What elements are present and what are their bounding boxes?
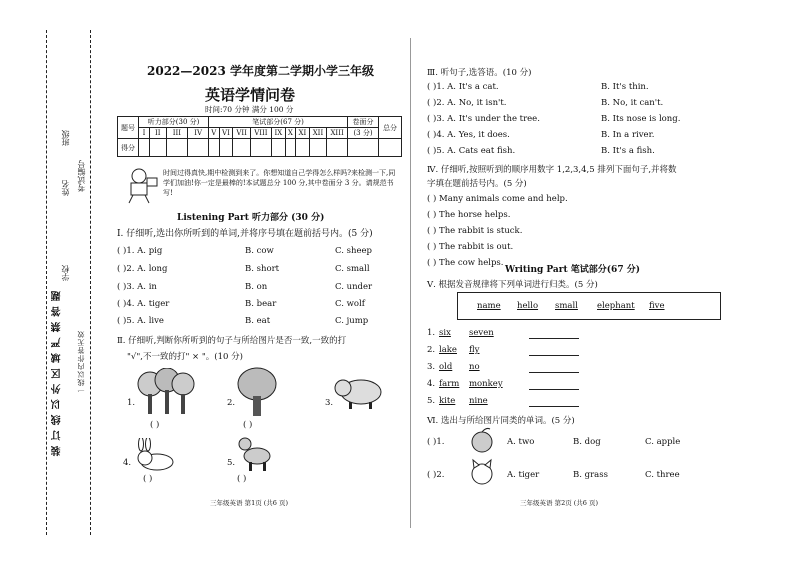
s3-q2: ( )2. A. No, it isn't. (427, 98, 507, 108)
s3-q3: ( )3. A. It's under the tree. (427, 114, 540, 124)
box-word-4: elephant (597, 301, 635, 311)
right-page (425, 0, 775, 561)
s5-n-1: 1. (427, 328, 436, 338)
score-cell[interactable] (271, 139, 285, 157)
score-numeral: VIII (250, 128, 271, 139)
score-numeral: XIII (327, 128, 348, 139)
s5-a-3: old (439, 362, 453, 372)
binding-dashed-line (90, 30, 91, 535)
section-1-heading: Ⅰ. 仔细听,选出你所听到的单词,并将序号填在题前括号内。(5 分) (117, 229, 373, 239)
s5-a-4: farm (439, 379, 460, 389)
forest-picture (135, 368, 195, 416)
section-6-heading: Ⅵ. 选出与所给图片同类的单词。(5 分) (427, 416, 575, 426)
s3-q1: ( )1. A. It's a cat. (427, 82, 499, 92)
score-header-neatness: 卷面分 (348, 117, 379, 128)
s1-q5-c: C. jump (335, 316, 369, 326)
s1-q4-c: C. wolf (335, 299, 365, 309)
s1-q1: ( )1. A. pig (117, 246, 163, 256)
s3-q4-b: B. In a river. (601, 130, 655, 140)
s1-q2: ( )2. A. long (117, 264, 168, 274)
s5-b-4: monkey (469, 379, 503, 389)
s3-q2-b: B. No, it can't. (601, 98, 664, 108)
score-numeral: II (150, 128, 166, 139)
s1-q1-b: B. cow (245, 246, 274, 256)
listening-title: Listening Part 听力部分 (30 分) (177, 213, 325, 223)
score-cell[interactable] (166, 139, 188, 157)
box-word-3: small (555, 301, 578, 311)
score-cell[interactable] (188, 139, 209, 157)
s5-b-3: no (469, 362, 480, 372)
page-divider (410, 38, 411, 528)
box-word-2: hello (517, 301, 539, 311)
s1-q2-c: C. small (335, 264, 370, 274)
s5-a-5: kite (439, 396, 456, 406)
field-school: 学校 (61, 265, 70, 281)
s5-answer-line-1[interactable] (529, 338, 579, 339)
field-exam-number: 考试编号 (77, 160, 86, 192)
score-table (117, 116, 402, 157)
s3-q1-b: B. It's thin. (601, 82, 649, 92)
section-5-heading: Ⅴ. 根据发音规律将下列单词进行归类。(5 分) (427, 280, 598, 290)
pic-label-4: 4. (123, 458, 132, 468)
section-4-heading: Ⅳ. 仔细听,按照听到的顺序用数字 1,2,3,4,5 排列下面句子,并将数 (427, 165, 677, 175)
s1-q1-c: C. sheep (335, 246, 372, 256)
s1-q4-b: B. bear (245, 299, 277, 309)
mascot-picture (119, 166, 159, 204)
s2-answer-1[interactable]: ( ) (150, 420, 160, 430)
score-numeral: XII (309, 128, 326, 139)
field-class: 班级 (61, 130, 70, 146)
s5-n-4: 4. (427, 379, 436, 389)
score-numeral: XI (295, 128, 309, 139)
s4-row-5: ( ) The cow helps. (427, 258, 504, 268)
score-cell[interactable] (379, 139, 402, 157)
section-2-heading-2: "√",不一致的打" × "。(10 分) (127, 352, 243, 362)
s1-q3: ( )3. A. in (117, 282, 157, 292)
score-cell[interactable] (348, 139, 379, 157)
s6-q1-c: C. apple (645, 437, 681, 447)
score-neatness-points: (3 分) (348, 128, 379, 139)
score-numeral: VI (219, 128, 233, 139)
s5-answer-line-5[interactable] (529, 406, 579, 407)
s3-q5-b: B. It's a fish. (601, 146, 655, 156)
box-word-1: name (477, 301, 501, 311)
left-footer: 三年级英语 第1页 (共6 页) (210, 499, 289, 507)
s5-answer-line-3[interactable] (529, 372, 579, 373)
score-numeral: VII (233, 128, 250, 139)
section-2-heading: Ⅱ. 仔细听,判断你所听到的句子与所给图片是否一致,一致的打 (117, 336, 347, 346)
binding-note: 一线以内作答无效 (77, 330, 85, 394)
s5-a-1: six (439, 328, 451, 338)
s1-q2-b: B. short (245, 264, 280, 274)
rabbit-picture (133, 438, 177, 472)
score-numeral: IX (271, 128, 285, 139)
score-numeral: IV (188, 128, 209, 139)
horse-picture (235, 434, 275, 472)
score-header-writing: 笔试部分(67 分) (209, 117, 348, 128)
score-cell[interactable] (285, 139, 295, 157)
s5-b-2: fly (469, 345, 480, 355)
s5-a-2: lake (439, 345, 457, 355)
s1-q5: ( )5. A. live (117, 316, 164, 326)
writing-title: Writing Part 笔试部分(67 分) (505, 265, 640, 275)
s5-answer-line-2[interactable] (529, 355, 579, 356)
tree-picture (235, 366, 279, 418)
section-4-heading-2: 字填在题前括号内。(5 分) (427, 179, 527, 189)
s5-n-2: 2. (427, 345, 436, 355)
s2-answer-2[interactable]: ( ) (243, 420, 253, 430)
s2-answer-4[interactable]: ( ) (143, 474, 153, 484)
pig-picture (333, 370, 385, 410)
exam-meta: 时间:70 分钟 满分 100 分 (205, 105, 294, 114)
fruit-picture (467, 426, 497, 454)
s1-q3-b: B. on (245, 282, 268, 292)
s6-q2-a: A. tiger (507, 470, 540, 480)
score-cell[interactable] (150, 139, 166, 157)
binding-dashed-line (46, 30, 47, 535)
exam-title: 2022—2023 学年度第二学期小学三年级 (147, 64, 374, 78)
s6-q1-b: B. dog (573, 437, 601, 447)
score-cell[interactable] (295, 139, 309, 157)
s5-b-5: nine (469, 396, 488, 406)
score-cell[interactable] (233, 139, 250, 157)
s6-q1: ( )1. (427, 437, 445, 447)
s5-n-3: 3. (427, 362, 436, 372)
field-name: 姓名 (61, 180, 70, 196)
s4-row-4: ( ) The rabbit is out. (427, 242, 514, 252)
score-numeral: X (285, 128, 295, 139)
s3-q3-b: B. Its nose is long. (601, 114, 681, 124)
score-header-label: 题号 (118, 117, 139, 139)
score-cell[interactable] (139, 139, 150, 157)
s5-answer-line-4[interactable] (529, 389, 579, 390)
s6-q2-c: C. three (645, 470, 680, 480)
score-header-listening: 听力部分(30 分) (139, 117, 209, 128)
s4-row-3: ( ) The rabbit is stuck. (427, 226, 523, 236)
score-numeral: III (166, 128, 188, 139)
box-word-5: five (649, 301, 665, 311)
intro-text: 时间过得真快,期中检测到来了。你想知道自己学得怎么样吗?来检测一下,同学们加油!你一定是最棒的!本试题总分 100 分,其中卷面分 3 分。请规范书写! (163, 169, 396, 197)
s6-q2: ( )2. (427, 470, 445, 480)
s1-q4: ( )4. A. tiger (117, 299, 170, 309)
score-header-total: 总分 (379, 117, 402, 139)
s3-q5: ( )5. A. Cats eat fish. (427, 146, 516, 156)
score-cell[interactable] (309, 139, 326, 157)
left-page (115, 0, 405, 561)
section-3-heading: Ⅲ. 听句子,选答语。(10 分) (427, 68, 532, 78)
s1-q3-c: C. under (335, 282, 373, 292)
s6-q1-a: A. two (507, 437, 535, 447)
s5-b-1: seven (469, 328, 494, 338)
right-footer: 三年级英语 第2页 (共6 页) (520, 499, 599, 507)
score-numeral: V (209, 128, 219, 139)
s1-q5-b: B. eat (245, 316, 271, 326)
pic-label-3: 3. (325, 398, 334, 408)
score-cell[interactable] (209, 139, 219, 157)
pic-label-5: 5. (227, 458, 236, 468)
s6-q2-b: B. grass (573, 470, 608, 480)
score-cell[interactable] (250, 139, 271, 157)
exam-subtitle: 英语学情问卷 (205, 86, 296, 104)
pic-label-2: 2. (227, 398, 236, 408)
s2-answer-5[interactable]: ( ) (237, 474, 247, 484)
binding-margin (38, 30, 108, 535)
pic-label-1: 1. (127, 398, 136, 408)
s5-n-5: 5. (427, 396, 436, 406)
score-cell[interactable] (327, 139, 348, 157)
score-cell[interactable] (219, 139, 233, 157)
s4-row-1: ( ) Many animals come and help. (427, 194, 568, 204)
score-numeral: I (139, 128, 150, 139)
score-row-label: 得分 (118, 139, 139, 157)
s3-q4: ( )4. A. Yes, it does. (427, 130, 510, 140)
s4-row-2: ( ) The horse helps. (427, 210, 511, 220)
cat-picture (467, 458, 497, 486)
binding-warning: 装 订 线 以 外 区 域 严 禁 答 题 (52, 290, 63, 456)
